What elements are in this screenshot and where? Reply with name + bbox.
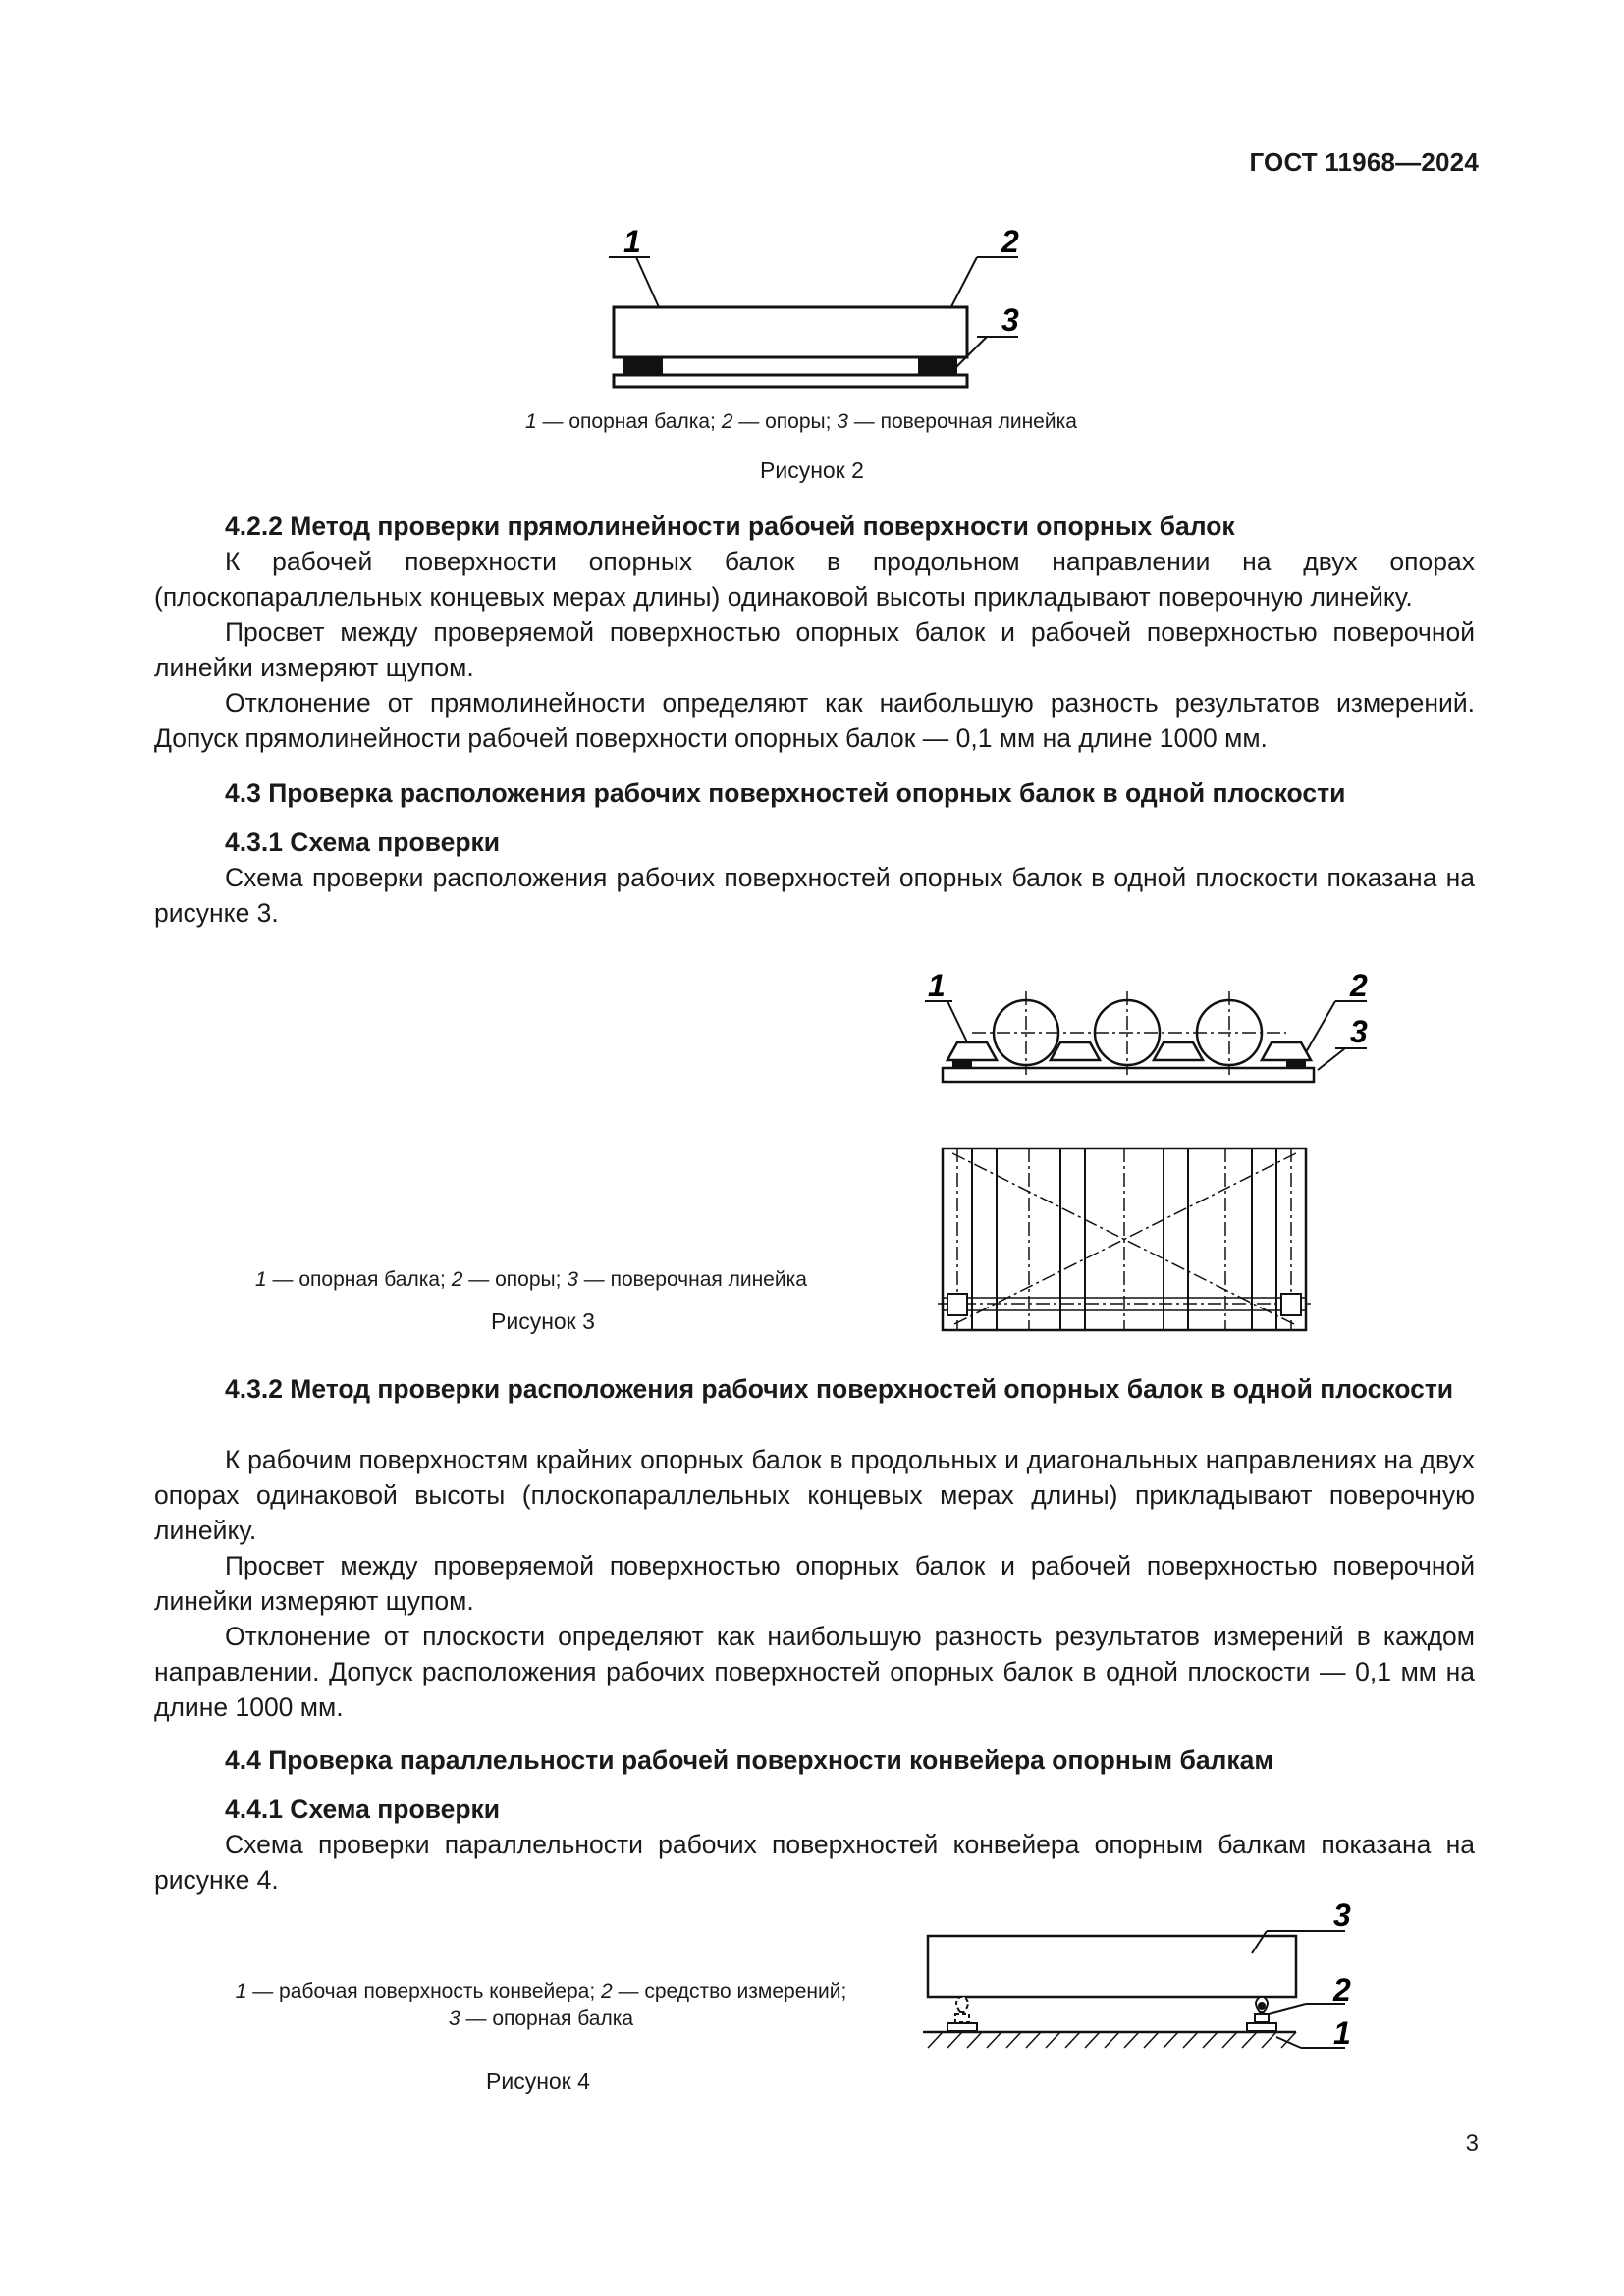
fig4-label-3: 3	[1333, 1897, 1351, 1933]
section-4-3-1-heading: 4.3.1 Схема проверки	[225, 828, 501, 857]
section-4-3-2-heading: 4.3.2 Метод проверки расположения рабочих поверхностей опорных балок в одной плоскости	[225, 1374, 1454, 1404]
fig4-caption: Рисунок 4	[486, 2068, 590, 2094]
section-4-4-heading: 4.4 Проверка параллельности рабочей поверхности конвейера опорным балкам	[225, 1745, 1273, 1775]
fig2-caption: Рисунок 2	[760, 457, 864, 483]
fig3-label-3: 3	[1350, 1014, 1368, 1049]
fig2-label-3: 3	[1001, 302, 1019, 338]
page-number: 3	[1465, 2130, 1479, 2157]
figure-3-drawing	[913, 962, 1384, 1340]
figure-2-drawing	[589, 221, 1041, 393]
s422-paragraph-1: К рабочей поверхности опорных балок в продольном направлении на двух опорах (плоскопараллельных концевых мерах длины) одинаковой высоты прикладывают поверочную линейку.	[154, 547, 1475, 612]
fig3-label-1: 1	[928, 968, 946, 1003]
section-4-2-2-heading: 4.2.2 Метод проверки прямолинейности рабочей поверхности опорных балок	[225, 511, 1235, 541]
section-4-4-1-heading: 4.4.1 Схема проверки	[225, 1794, 501, 1824]
s432-paragraph-1: К рабочим поверхностям крайних опорных балок в продольных и диагональных направлениях на двух опорах одинаковой высоты (плоскопараллельных концевых мерах длины) прикладывают поверочную линейку.	[154, 1445, 1475, 1545]
fig3-legend: 1 — опорная балка; 2 — опоры; 3 — поверочная линейка	[255, 1268, 807, 1291]
section-4-3-heading: 4.3 Проверка расположения рабочих поверхностей опорных балок в одной плоскости	[225, 778, 1346, 808]
s422-paragraph-2: Просвет между проверяемой поверхностью опорных балок и рабочей поверхностью поверочной линейки измеряют щупом.	[154, 617, 1475, 682]
fig2-label-1: 1	[623, 224, 641, 259]
fig2-legend: 1 — опорная балка; 2 — опоры; 3 — поверочная линейка	[525, 410, 1077, 433]
fig4-label-1: 1	[1333, 2015, 1351, 2051]
fig2-label-2: 2	[1001, 224, 1019, 259]
s422-paragraph-3: Отклонение от прямолинейности определяют как наибольшую разность результатов измерений. Допуск прямолинейности рабочей поверхности опорных балок — 0,1 мм на длине 1000 мм.	[154, 688, 1475, 753]
s441-paragraph-1: Схема проверки параллельности рабочих поверхностей конвейера опорным балкам показана на рисунке 4.	[154, 1830, 1475, 1895]
fig4-label-2: 2	[1333, 1972, 1351, 2007]
fig4-legend: 1 — рабочая поверхность конвейера; 2 — средство измерений; 3 — опорная балка	[235, 1980, 847, 2030]
s431-paragraph-1: Схема проверки расположения рабочих поверхностей опорных балок в одной плоскости показана на рисунке 3.	[154, 863, 1475, 928]
fig3-label-2: 2	[1350, 968, 1368, 1003]
s432-paragraph-2: Просвет между проверяемой поверхностью опорных балок и рабочей поверхностью поверочной линейки измеряют щупом.	[154, 1551, 1475, 1616]
standard-designation: ГОСТ 11968—2024	[1249, 147, 1479, 177]
s432-paragraph-3: Отклонение от плоскости определяют как наибольшую разность результатов измерений в каждом направлении. Допуск расположения рабочих поверхностей опорных балок в одной плоскости — 0,1 мм на длине 1000 мм.	[154, 1622, 1475, 1722]
figure-4-drawing	[913, 1895, 1365, 2066]
fig3-caption: Рисунок 3	[491, 1308, 595, 1334]
